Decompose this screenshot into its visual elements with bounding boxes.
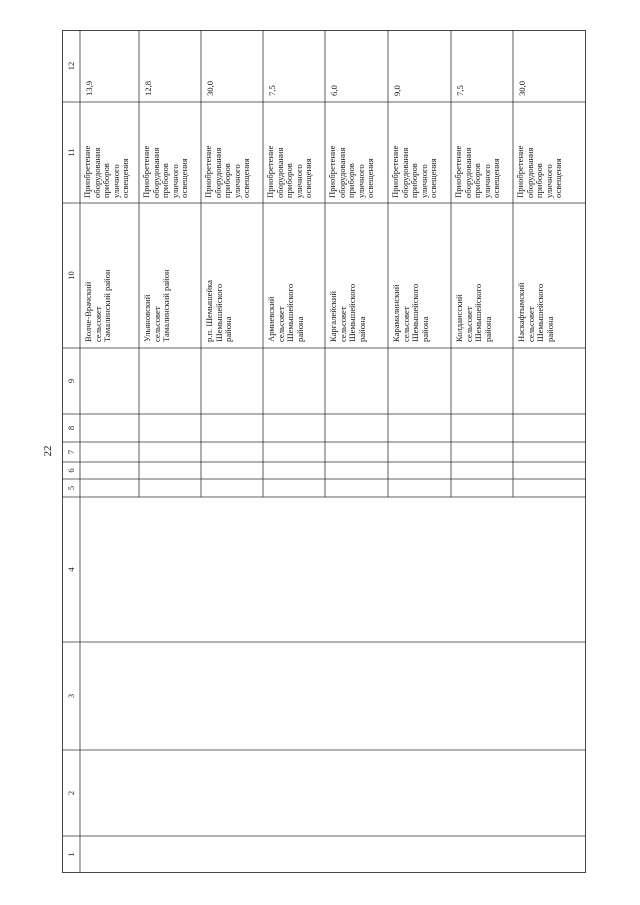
cell-municipality: Колдаисский сельсовет Шемышейского района [454,283,493,342]
column-number: 5 [66,485,76,491]
cell-purpose: Приобретение оборудования приборов уличного освещения [453,145,502,198]
cell-municipality: Каргалейский сельсовет Шемышейского района [328,283,367,342]
cell-municipality: Ульяновский сельсовет Тамалинский район [142,269,172,342]
column-number: 4 [66,567,76,572]
column-number: 12 [66,61,76,71]
column-number: 7 [66,449,76,455]
cell-purpose: Приобретение оборудования приборов уличного освещения [390,145,439,198]
rotated-table [62,30,586,873]
column-number: 10 [66,271,76,280]
cell-purpose: Приобретение оборудования приборов уличного освещения [265,145,314,198]
cell-amount: 7,5 [267,85,277,96]
page-number: 22 [42,445,54,457]
column-number: 9 [66,378,76,384]
cell-municipality: Волче-Врачский сельсовет Тамалинский район [83,269,113,342]
cell-purpose: Приобретение оборудования приборов уличного освещения [515,145,564,198]
cell-municipality: р.п. Шемышейка Шемышейского района [204,280,234,342]
cell-amount: 13,9 [84,80,94,96]
column-number: 3 [66,693,76,699]
cell-purpose: Приобретение оборудования приборов уличного освещения [203,145,252,198]
column-number: 1 [66,852,76,857]
cell-purpose: Приобретение оборудования приборов уличного освещения [82,145,131,198]
cell-purpose: Приобретение оборудования приборов уличного освещения [141,145,190,198]
column-number: 11 [66,148,76,157]
column-number: 6 [66,468,76,473]
cell-amount: 30,0 [205,80,215,96]
column-number: 2 [66,790,76,796]
cell-amount: 30,0 [517,80,527,96]
cell-municipality: Карамалинский сельсовет Шемышейского района [391,283,430,342]
cell-purpose: Приобретение оборудования приборов уличного освещения [327,145,376,198]
cell-amount: 9,0 [392,85,402,96]
cell-amount: 12,8 [143,80,153,96]
column-number: 8 [66,425,76,431]
cell-municipality: Армиевский сельсовет Шемышейского района [266,283,305,342]
cell-amount: 7,5 [455,85,465,96]
cell-municipality: Наскафтымский сельсовет Шемышейского района [516,282,555,342]
cell-amount: 6,0 [329,85,339,96]
